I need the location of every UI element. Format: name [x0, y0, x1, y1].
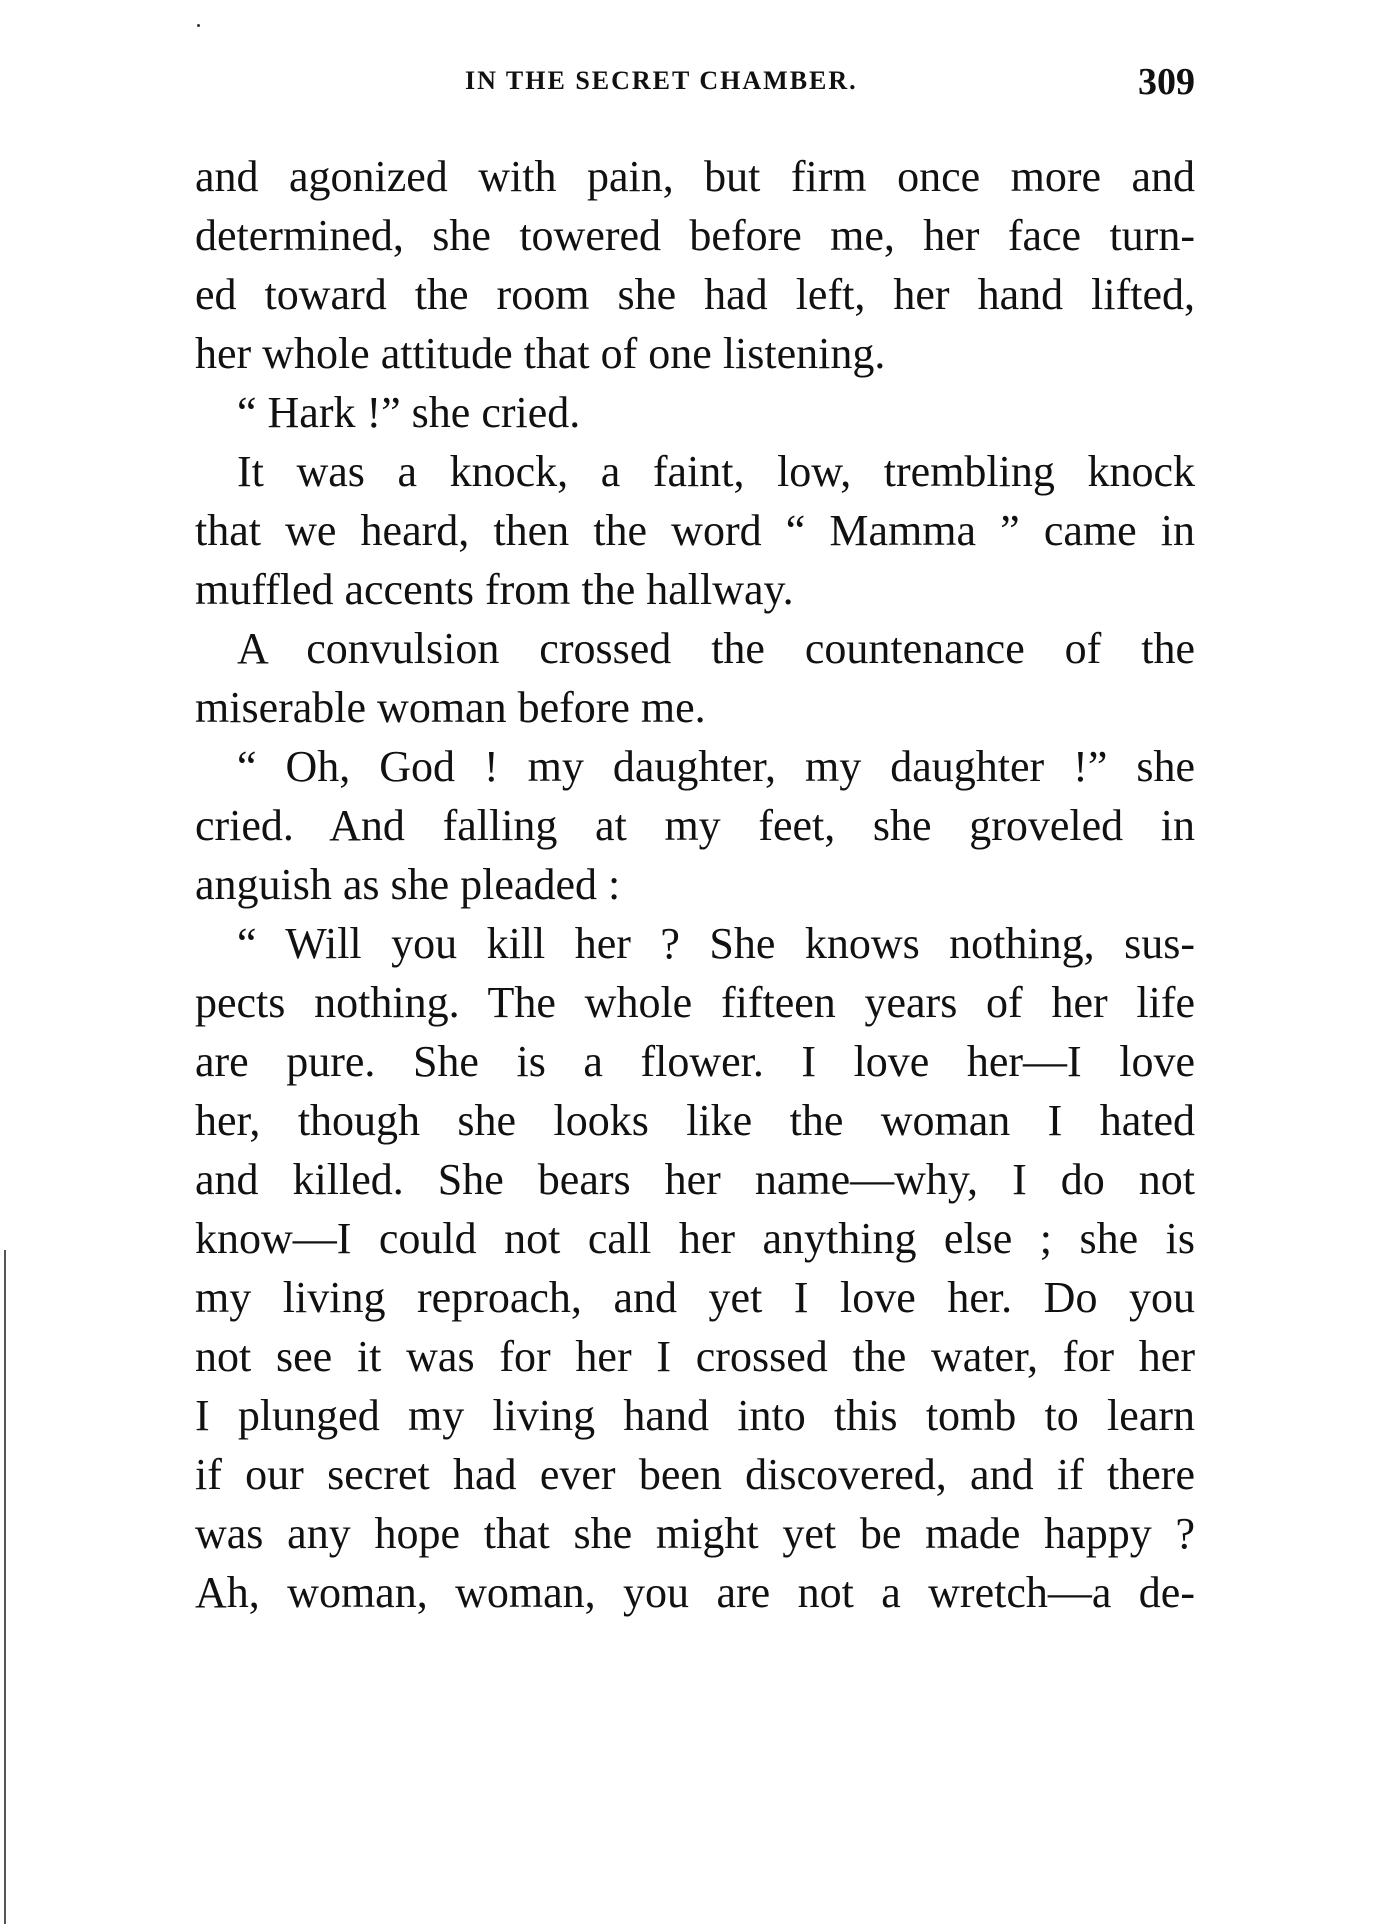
text-line: and killed. She bears her name—why, I do not	[195, 1155, 1195, 1204]
text-line: “ Oh, God ! my daughter, my daughter !” she	[237, 742, 1195, 791]
running-title: IN THE SECRET CHAMBER.	[465, 66, 858, 95]
text-line: Ah, woman, woman, you are not a wretch—a de-	[195, 1568, 1195, 1617]
text-line: her whole attitude that of one listening.	[195, 329, 886, 378]
text-line: are pure. She is a flower. I love her—I love	[195, 1037, 1195, 1086]
text-line: if our secret had ever been discovered, and if there	[195, 1450, 1195, 1499]
text-line: cried. And falling at my feet, she groveled in	[195, 801, 1195, 850]
text-line: “ Will you kill her ? She knows nothing, sus-	[237, 919, 1195, 968]
text-line: was any hope that she might yet be made happy ?	[195, 1509, 1195, 1558]
text-line: that we heard, then the word “ Mamma ” came in	[195, 506, 1195, 555]
text-line: determined, she towered before me, her face turn-	[195, 211, 1195, 260]
text-line: miserable woman before me.	[195, 683, 706, 732]
scan-edge-line	[4, 1250, 6, 1924]
text-line: not see it was for her I crossed the water, for her	[195, 1332, 1195, 1381]
running-head	[195, 61, 1195, 116]
text-line: muffled accents from the hallway.	[195, 565, 794, 614]
text-line: “ Hark !” she cried.	[237, 388, 581, 437]
text-line: and agonized with pain, but firm once more and	[195, 152, 1195, 201]
text-line: anguish as she pleaded :	[195, 860, 621, 909]
text-line: It was a knock, a faint, low, trembling knock	[237, 447, 1195, 496]
print-speck	[197, 24, 200, 27]
page-number: 309	[1138, 61, 1195, 103]
text-line: pects nothing. The whole fifteen years of her life	[195, 978, 1195, 1027]
text-line: her, though she looks like the woman I hated	[195, 1096, 1195, 1145]
text-line: know—I could not call her anything else ; she is	[195, 1214, 1195, 1263]
body-text	[195, 147, 1195, 1622]
text-line: my living reproach, and yet I love her. Do you	[195, 1273, 1195, 1322]
text-line: ed toward the room she had left, her hand lifted,	[195, 270, 1195, 319]
text-line: I plunged my living hand into this tomb to learn	[195, 1391, 1195, 1440]
text-line: A convulsion crossed the countenance of the	[237, 624, 1195, 673]
